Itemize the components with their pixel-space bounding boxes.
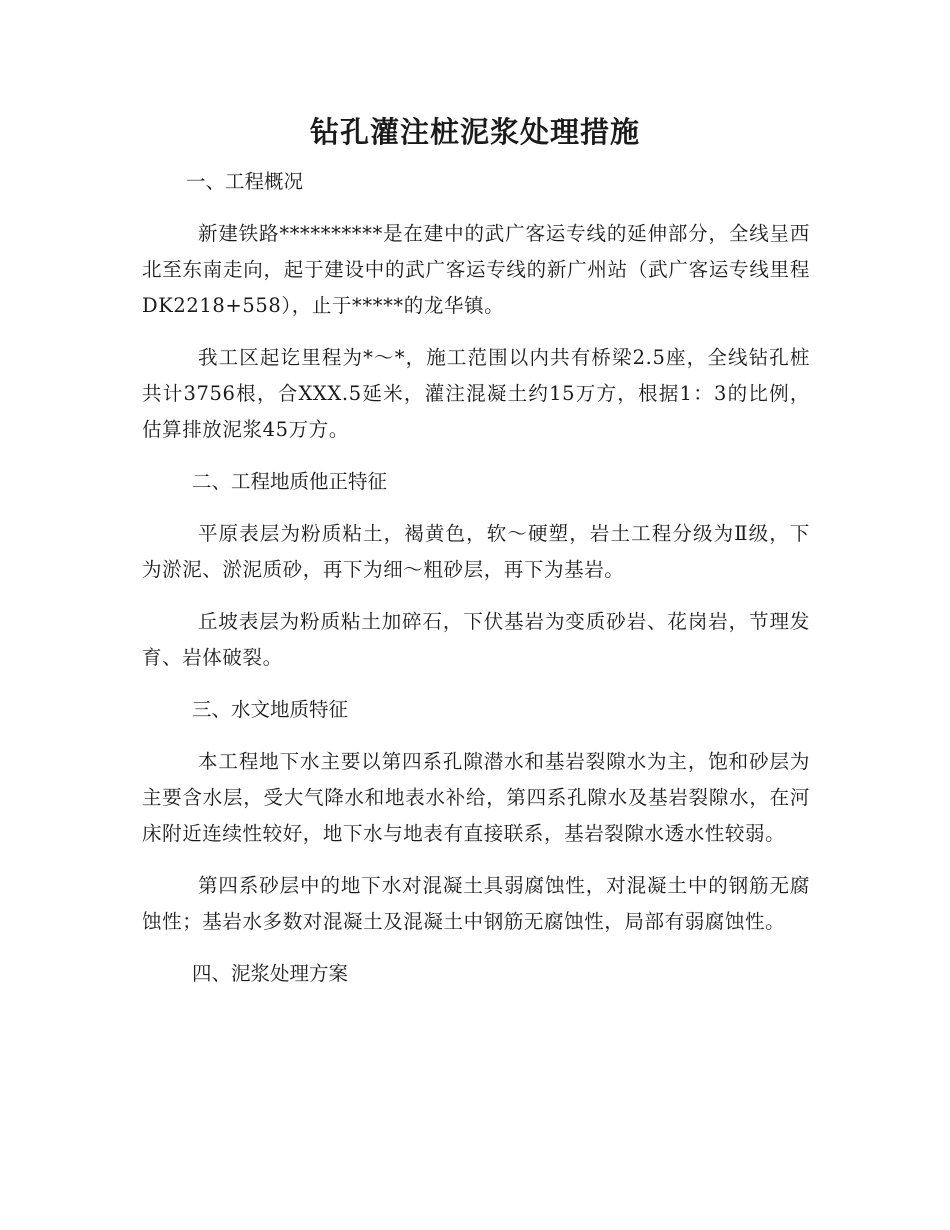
section-geology: [142, 464, 810, 676]
paragraph: 我工区起讫里程为*～*，施工范围以内共有桥梁2.5座，全线钻孔桩共计3756根，合XXX.5延米，灌注混凝土约15万方，根据1：3的比例，估算排放泥浆45万方。: [142, 346, 810, 441]
paragraph: 本工程地下水主要以第四系孔隙潜水和基岩裂隙水为主，饱和砂层为主要含水层，受大气降水和地表水补给，第四系孔隙水及基岩裂隙水，在河床附近连续性较好，地下水与地表有直接联系，基岩裂隙水透水性较弱。: [142, 750, 810, 845]
section-heading: 三、水文地质特征: [192, 698, 349, 721]
paragraph: 丘坡表层为粉质粘土加碎石，下伏基岩为变质砂岩、花岗岩，节理发育、岩体破裂。: [142, 610, 810, 669]
document-title: 钻孔灌注桩泥浆处理措施: [309, 115, 640, 149]
section-overview: [142, 164, 810, 448]
paragraph: 新建铁路**********是在建中的武广客运专线的延伸部分，全线呈西北至东南走向，起于建设中的武广客运专线的新广州站（武广客运专线里程DK2218+558），止于*****的龙华镇。: [142, 222, 810, 317]
section-hydrogeology: [142, 692, 810, 940]
paragraph: 第四系砂层中的地下水对混凝土具弱腐蚀性，对混凝土中的钢筋无腐蚀性；基岩水多数对混凝土及混凝土中钢筋无腐蚀性，局部有弱腐蚀性。: [142, 874, 810, 933]
section-heading: 一、工程概况: [186, 170, 304, 193]
section-slurry-plan: [142, 956, 810, 992]
document-body: [142, 164, 810, 1008]
section-heading: 二、工程地质他正特征: [192, 470, 388, 493]
section-heading: 四、泥浆处理方案: [192, 962, 349, 985]
paragraph: 平原表层为粉质粘土，褐黄色，软～硬塑，岩土工程分级为Ⅱ级，下为淤泥、淤泥质砂，再下为细～粗砂层，再下为基岩。: [142, 522, 810, 581]
